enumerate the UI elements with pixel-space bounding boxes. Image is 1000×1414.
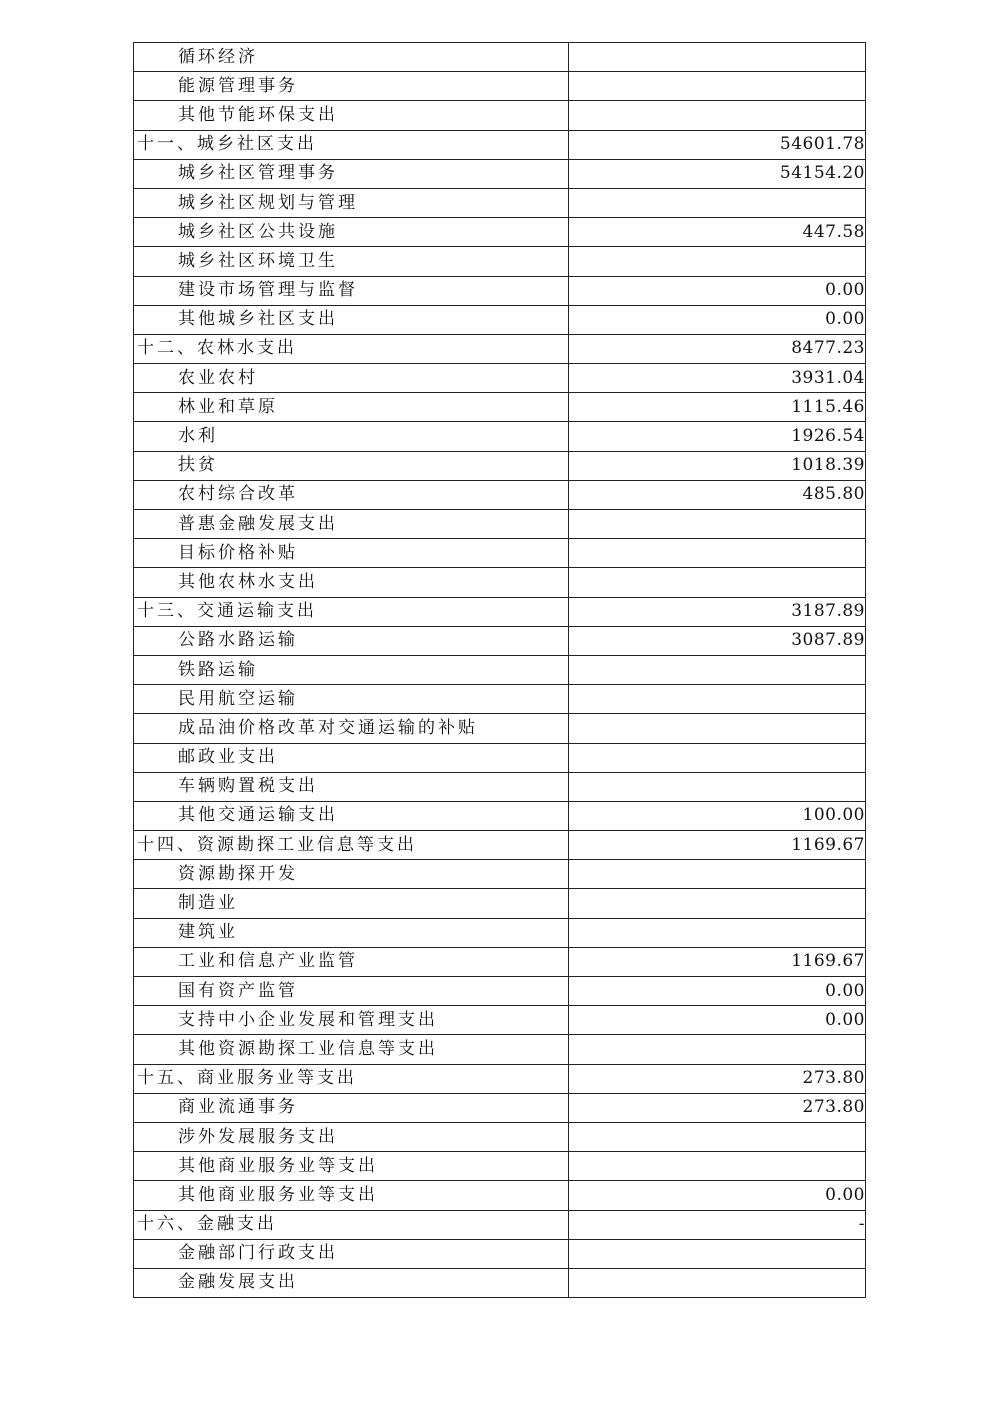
table-row <box>134 159 866 188</box>
item-name-cell <box>134 1006 569 1035</box>
table-row <box>134 218 866 247</box>
item-name: 铁路运输 <box>178 659 258 680</box>
item-name-cell <box>134 451 569 480</box>
amount-cell <box>569 1006 866 1035</box>
item-name-cell <box>134 1152 569 1181</box>
table-row <box>134 247 866 276</box>
item-name-cell <box>134 1035 569 1064</box>
item-name: 农村综合改革 <box>178 484 298 505</box>
amount-value: 1018.39 <box>791 455 865 476</box>
item-name-cell <box>134 1239 569 1268</box>
item-name: 其他资源勘探工业信息等支出 <box>178 1038 438 1059</box>
table-row <box>134 539 866 568</box>
item-name: 成品油价格改革对交通运输的补贴 <box>178 717 478 738</box>
item-name: 工业和信息产业监管 <box>178 951 358 972</box>
amount-cell <box>569 101 866 130</box>
item-name-cell <box>134 247 569 276</box>
amount-value: 0.00 <box>825 280 865 301</box>
amount-value: 447.58 <box>802 221 865 242</box>
item-name-cell <box>134 801 569 830</box>
table-row <box>134 626 866 655</box>
table-row <box>134 510 866 539</box>
item-name: 十三、交通运输支出 <box>137 601 317 622</box>
table-row <box>134 1006 866 1035</box>
item-name: 资源勘探开发 <box>178 863 298 884</box>
amount-cell <box>569 188 866 217</box>
amount-cell <box>569 422 866 451</box>
amount-cell <box>569 1210 866 1239</box>
item-name-cell <box>134 918 569 947</box>
item-name: 循环经济 <box>178 46 258 67</box>
amount-cell <box>569 597 866 626</box>
table-row <box>134 188 866 217</box>
table-row <box>134 364 866 393</box>
amount-cell <box>569 159 866 188</box>
amount-cell <box>569 393 866 422</box>
amount-cell <box>569 1181 866 1210</box>
table-row <box>134 860 866 889</box>
amount-value: 54154.20 <box>779 163 865 184</box>
item-name: 其他农林水支出 <box>178 571 318 592</box>
amount-cell <box>569 772 866 801</box>
amount-cell <box>569 1239 866 1268</box>
category-row <box>134 1210 866 1239</box>
item-name: 金融发展支出 <box>178 1272 298 1293</box>
amount-cell <box>569 655 866 684</box>
table-row <box>134 743 866 772</box>
category-row <box>134 130 866 159</box>
amount-value: 0.00 <box>825 309 865 330</box>
category-row <box>134 1064 866 1093</box>
item-name: 普惠金融发展支出 <box>178 513 338 534</box>
item-name: 金融部门行政支出 <box>178 1243 338 1264</box>
table-row <box>134 685 866 714</box>
amount-value: 100.00 <box>802 805 865 826</box>
item-name: 其他商业服务业等支出 <box>178 1184 378 1205</box>
amount-cell <box>569 860 866 889</box>
amount-cell <box>569 1268 866 1297</box>
table-row <box>134 1093 866 1122</box>
item-name-cell <box>134 101 569 130</box>
item-name: 民用航空运输 <box>178 688 298 709</box>
item-name-cell <box>134 43 569 72</box>
item-name-cell <box>134 1122 569 1151</box>
amount-value: 8477.23 <box>791 338 865 359</box>
category-row <box>134 334 866 363</box>
amount-cell <box>569 334 866 363</box>
item-name-cell <box>134 510 569 539</box>
amount-cell <box>569 626 866 655</box>
item-name-cell <box>134 305 569 334</box>
table-row <box>134 422 866 451</box>
item-name-cell <box>134 860 569 889</box>
amount-cell <box>569 305 866 334</box>
amount-value: 1169.67 <box>791 951 865 972</box>
item-name-cell <box>134 626 569 655</box>
table-row <box>134 451 866 480</box>
item-name-cell <box>134 743 569 772</box>
amount-value: 0.00 <box>825 1184 865 1205</box>
amount-cell <box>569 72 866 101</box>
category-row <box>134 831 866 860</box>
table-row <box>134 918 866 947</box>
table-row <box>134 480 866 509</box>
table-row <box>134 801 866 830</box>
amount-cell <box>569 43 866 72</box>
item-name-cell <box>134 188 569 217</box>
item-name: 农业农村 <box>178 367 258 388</box>
item-name: 城乡社区规划与管理 <box>178 192 358 213</box>
amount-value: 273.80 <box>802 1097 865 1118</box>
amount-cell <box>569 247 866 276</box>
amount-value: 1926.54 <box>791 426 865 447</box>
amount-cell <box>569 1035 866 1064</box>
amount-cell <box>569 831 866 860</box>
item-name: 制造业 <box>178 893 238 914</box>
item-name-cell <box>134 1210 569 1239</box>
table-row <box>134 889 866 918</box>
item-name: 涉外发展服务支出 <box>178 1126 338 1147</box>
item-name-cell <box>134 714 569 743</box>
amount-value: 3931.04 <box>791 367 865 388</box>
table-row <box>134 393 866 422</box>
item-name-cell <box>134 218 569 247</box>
amount-cell <box>569 1122 866 1151</box>
item-name-cell <box>134 889 569 918</box>
item-name-cell <box>134 276 569 305</box>
item-name: 水利 <box>178 426 218 447</box>
table-row <box>134 772 866 801</box>
amount-value: 1169.67 <box>791 834 865 855</box>
amount-cell <box>569 568 866 597</box>
amount-cell <box>569 1152 866 1181</box>
item-name: 车辆购置税支出 <box>178 776 318 797</box>
amount-value: 0.00 <box>825 980 865 1001</box>
item-name-cell <box>134 1064 569 1093</box>
amount-cell <box>569 130 866 159</box>
item-name: 商业流通事务 <box>178 1097 298 1118</box>
item-name-cell <box>134 655 569 684</box>
item-name: 十二、农林水支出 <box>137 338 297 359</box>
table-row <box>134 43 866 72</box>
amount-value: 273.80 <box>802 1068 865 1089</box>
amount-cell <box>569 451 866 480</box>
table-row <box>134 72 866 101</box>
table-row <box>134 714 866 743</box>
category-row <box>134 597 866 626</box>
item-name: 建设市场管理与监督 <box>178 280 358 301</box>
expenditure-table <box>133 42 866 1298</box>
amount-cell <box>569 364 866 393</box>
item-name: 邮政业支出 <box>178 747 278 768</box>
amount-value: - <box>858 1214 865 1235</box>
item-name-cell <box>134 334 569 363</box>
item-name: 扶贫 <box>178 455 218 476</box>
item-name: 城乡社区公共设施 <box>178 221 338 242</box>
amount-cell <box>569 510 866 539</box>
item-name: 城乡社区管理事务 <box>178 163 338 184</box>
item-name-cell <box>134 685 569 714</box>
table-row <box>134 568 866 597</box>
item-name-cell <box>134 1181 569 1210</box>
amount-value: 1115.46 <box>791 396 865 417</box>
table-row <box>134 1181 866 1210</box>
item-name-cell <box>134 1268 569 1297</box>
item-name: 支持中小企业发展和管理支出 <box>178 1009 438 1030</box>
amount-cell <box>569 714 866 743</box>
item-name-cell <box>134 539 569 568</box>
amount-value: 3187.89 <box>791 601 865 622</box>
item-name-cell <box>134 159 569 188</box>
item-name-cell <box>134 130 569 159</box>
amount-cell <box>569 218 866 247</box>
item-name-cell <box>134 422 569 451</box>
amount-cell <box>569 685 866 714</box>
item-name-cell <box>134 947 569 976</box>
item-name: 其他交通运输支出 <box>178 805 338 826</box>
amount-cell <box>569 539 866 568</box>
item-name: 林业和草原 <box>178 396 278 417</box>
amount-cell <box>569 947 866 976</box>
item-name-cell <box>134 977 569 1006</box>
item-name-cell <box>134 831 569 860</box>
amount-cell <box>569 743 866 772</box>
item-name: 十四、资源勘探工业信息等支出 <box>137 834 417 855</box>
item-name-cell <box>134 568 569 597</box>
item-name-cell <box>134 597 569 626</box>
amount-value: 0.00 <box>825 1009 865 1030</box>
item-name: 国有资产监管 <box>178 980 298 1001</box>
table-row <box>134 977 866 1006</box>
table-row <box>134 655 866 684</box>
item-name: 其他城乡社区支出 <box>178 309 338 330</box>
amount-cell <box>569 480 866 509</box>
table-row <box>134 305 866 334</box>
item-name-cell <box>134 364 569 393</box>
amount-value: 485.80 <box>802 484 865 505</box>
item-name: 十一、城乡社区支出 <box>137 134 317 155</box>
amount-cell <box>569 977 866 1006</box>
table-row <box>134 1035 866 1064</box>
item-name-cell <box>134 480 569 509</box>
item-name: 公路水路运输 <box>178 630 298 651</box>
item-name: 目标价格补贴 <box>178 542 298 563</box>
amount-cell <box>569 1064 866 1093</box>
item-name: 能源管理事务 <box>178 75 298 96</box>
item-name: 城乡社区环境卫生 <box>178 250 338 271</box>
table-row <box>134 1152 866 1181</box>
item-name-cell <box>134 393 569 422</box>
item-name: 建筑业 <box>178 922 238 943</box>
item-name: 十五、商业服务业等支出 <box>137 1068 357 1089</box>
table-row <box>134 276 866 305</box>
item-name: 十六、金融支出 <box>137 1214 277 1235</box>
amount-value: 3087.89 <box>791 630 865 651</box>
table-row <box>134 101 866 130</box>
amount-cell <box>569 276 866 305</box>
amount-value: 54601.78 <box>779 134 865 155</box>
item-name: 其他节能环保支出 <box>178 104 338 125</box>
amount-cell <box>569 1093 866 1122</box>
item-name-cell <box>134 72 569 101</box>
table-row <box>134 1268 866 1297</box>
item-name: 其他商业服务业等支出 <box>178 1155 378 1176</box>
amount-cell <box>569 918 866 947</box>
table-row <box>134 947 866 976</box>
item-name-cell <box>134 1093 569 1122</box>
amount-cell <box>569 889 866 918</box>
item-name-cell <box>134 772 569 801</box>
amount-cell <box>569 801 866 830</box>
table-row <box>134 1122 866 1151</box>
table-row <box>134 1239 866 1268</box>
